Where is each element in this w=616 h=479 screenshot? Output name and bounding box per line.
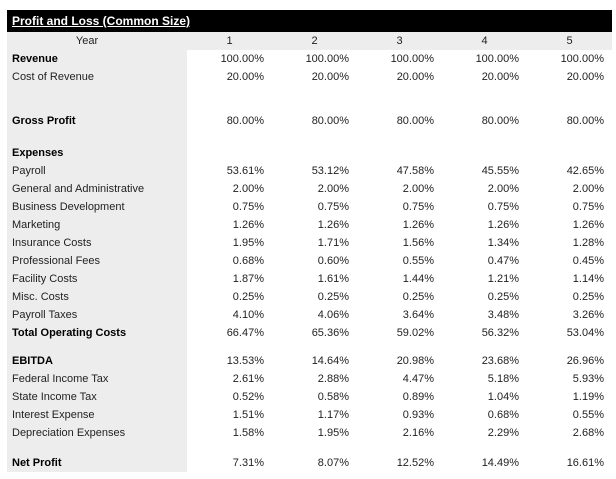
year-column-header-3: 3 — [396, 35, 403, 47]
table-row — [7, 216, 612, 234]
row-value: 23.68% — [481, 355, 519, 367]
row-value: 45.55% — [481, 165, 519, 177]
row-label: Interest Expense — [12, 409, 95, 421]
row-label: Payroll Taxes — [12, 309, 78, 321]
row-value: 53.12% — [311, 165, 349, 177]
spacer-row — [7, 442, 612, 454]
row-value: 3.64% — [402, 309, 434, 321]
row-value: 0.89% — [402, 391, 434, 403]
row-value: 1.95% — [232, 237, 264, 249]
row-label: Gross Profit — [12, 115, 76, 127]
row-value: 0.68% — [487, 409, 519, 421]
table-row — [7, 68, 612, 86]
row-value: 1.21% — [487, 273, 519, 285]
row-value — [527, 144, 612, 162]
year-column-header-4: 4 — [481, 35, 488, 47]
year-header-row — [7, 32, 612, 50]
row-value: 1.14% — [572, 273, 604, 285]
table-row — [7, 50, 612, 68]
table-row — [7, 112, 612, 130]
row-value: 0.55% — [572, 409, 604, 421]
table-row — [7, 306, 612, 324]
row-value: 12.52% — [396, 457, 434, 469]
table-row — [7, 198, 612, 216]
row-value: 2.00% — [487, 183, 519, 195]
row-value: 66.47% — [226, 327, 264, 339]
row-value: 2.00% — [572, 183, 604, 195]
row-value: 100.00% — [560, 53, 604, 65]
pnl-common-size-table — [7, 32, 612, 472]
row-label: Misc. Costs — [12, 291, 69, 303]
row-label: Expenses — [12, 147, 64, 159]
row-value: 4.06% — [317, 309, 349, 321]
row-value: 1.61% — [317, 273, 349, 285]
row-value: 80.00% — [226, 115, 264, 127]
row-label: Professional Fees — [12, 255, 101, 267]
row-value: 53.04% — [566, 327, 604, 339]
row-value: 20.00% — [226, 71, 264, 83]
row-value: 1.71% — [317, 237, 349, 249]
spacer-row — [7, 86, 612, 112]
row-value: 7.31% — [232, 457, 264, 469]
row-label: Total Operating Costs — [12, 327, 127, 339]
row-value: 20.00% — [481, 71, 519, 83]
row-value: 100.00% — [220, 53, 264, 65]
row-label: Marketing — [12, 219, 61, 231]
row-value: 14.64% — [311, 355, 349, 367]
row-value: 0.25% — [232, 291, 264, 303]
row-value: 2.00% — [232, 183, 264, 195]
row-value: 1.34% — [487, 237, 519, 249]
table-row — [7, 162, 612, 180]
row-value: 0.75% — [232, 201, 264, 213]
row-value: 0.75% — [402, 201, 434, 213]
row-value: 4.47% — [402, 373, 434, 385]
row-value: 0.75% — [487, 201, 519, 213]
row-value: 26.96% — [566, 355, 604, 367]
table-row — [7, 144, 612, 162]
row-value: 20.98% — [396, 355, 434, 367]
row-value: 0.47% — [487, 255, 519, 267]
table-row — [7, 370, 612, 388]
report-title-bar — [7, 10, 612, 32]
row-label: State Income Tax — [12, 391, 97, 403]
row-value: 0.25% — [487, 291, 519, 303]
row-value: 47.58% — [396, 165, 434, 177]
row-value: 100.00% — [305, 53, 349, 65]
row-value: 1.51% — [232, 409, 264, 421]
row-value: 0.25% — [572, 291, 604, 303]
table-row — [7, 388, 612, 406]
row-value: 1.26% — [402, 219, 434, 231]
row-value: 100.00% — [390, 53, 434, 65]
row-value: 1.26% — [232, 219, 264, 231]
report-title: Profit and Loss (Common Size) — [12, 14, 191, 28]
row-value — [272, 144, 357, 162]
row-value: 1.28% — [572, 237, 604, 249]
row-value: 0.55% — [402, 255, 434, 267]
row-value: 80.00% — [396, 115, 434, 127]
row-value: 1.17% — [317, 409, 349, 421]
row-value: 5.18% — [487, 373, 519, 385]
row-value: 1.26% — [487, 219, 519, 231]
row-value: 0.75% — [572, 201, 604, 213]
row-value: 80.00% — [481, 115, 519, 127]
row-value: 3.26% — [572, 309, 604, 321]
table-row — [7, 424, 612, 442]
year-column-header-1: 1 — [226, 35, 233, 47]
row-value: 1.87% — [232, 273, 264, 285]
row-value: 2.29% — [487, 427, 519, 439]
year-column-header-5: 5 — [566, 35, 573, 47]
table-row — [7, 352, 612, 370]
row-label: EBITDA — [12, 355, 53, 367]
table-row — [7, 270, 612, 288]
row-value: 1.58% — [232, 427, 264, 439]
row-value: 2.16% — [402, 427, 434, 439]
row-value: 2.88% — [317, 373, 349, 385]
table-row — [7, 288, 612, 306]
row-value: 5.93% — [572, 373, 604, 385]
table-row — [7, 454, 612, 472]
row-label: Insurance Costs — [12, 237, 92, 249]
row-value: 59.02% — [396, 327, 434, 339]
year-header-label: Year — [75, 35, 99, 47]
table-rows — [7, 50, 612, 472]
table-row — [7, 324, 612, 342]
row-value: 80.00% — [311, 115, 349, 127]
table-row — [7, 234, 612, 252]
row-value: 0.93% — [402, 409, 434, 421]
year-column-header-2: 2 — [311, 35, 318, 47]
row-value: 3.48% — [487, 309, 519, 321]
row-value — [442, 144, 527, 162]
row-value: 14.49% — [481, 457, 519, 469]
row-value — [187, 144, 272, 162]
row-label: Revenue — [12, 53, 58, 65]
row-value: 0.68% — [232, 255, 264, 267]
row-value — [357, 144, 442, 162]
row-value: 1.95% — [317, 427, 349, 439]
row-value: 0.52% — [232, 391, 264, 403]
row-value: 2.00% — [402, 183, 434, 195]
row-value: 0.58% — [317, 391, 349, 403]
row-value: 20.00% — [311, 71, 349, 83]
row-label: Net Profit — [12, 457, 62, 469]
row-value: 8.07% — [317, 457, 349, 469]
row-label: Payroll — [12, 165, 46, 177]
row-value: 0.45% — [572, 255, 604, 267]
table-row — [7, 180, 612, 198]
row-label: Depreciation Expenses — [12, 427, 126, 439]
row-label: Cost of Revenue — [12, 71, 94, 83]
row-value: 1.04% — [487, 391, 519, 403]
row-value: 56.32% — [481, 327, 519, 339]
row-value: 65.36% — [311, 327, 349, 339]
row-value: 1.44% — [402, 273, 434, 285]
row-value: 0.60% — [317, 255, 349, 267]
row-value: 4.10% — [232, 309, 264, 321]
row-value: 20.00% — [396, 71, 434, 83]
row-label: Facility Costs — [12, 273, 78, 285]
row-value: 53.61% — [226, 165, 264, 177]
row-value: 13.53% — [226, 355, 264, 367]
row-value: 1.19% — [572, 391, 604, 403]
row-label: General and Administrative — [12, 183, 145, 195]
row-value: 42.65% — [566, 165, 604, 177]
table-row — [7, 252, 612, 270]
row-value: 2.00% — [317, 183, 349, 195]
row-value: 0.25% — [317, 291, 349, 303]
row-value: 80.00% — [566, 115, 604, 127]
row-label: Federal Income Tax — [12, 373, 109, 385]
spacer-row — [7, 342, 612, 352]
row-value: 1.56% — [402, 237, 434, 249]
row-value: 16.61% — [566, 457, 604, 469]
row-label: Business Development — [12, 201, 125, 213]
row-value: 20.00% — [566, 71, 604, 83]
spacer-row — [7, 130, 612, 144]
row-value: 0.25% — [402, 291, 434, 303]
row-value: 2.68% — [572, 427, 604, 439]
table-row — [7, 406, 612, 424]
row-value: 0.75% — [317, 201, 349, 213]
row-value: 1.26% — [572, 219, 604, 231]
row-value: 1.26% — [317, 219, 349, 231]
row-value: 2.61% — [232, 373, 264, 385]
row-value: 100.00% — [475, 53, 519, 65]
